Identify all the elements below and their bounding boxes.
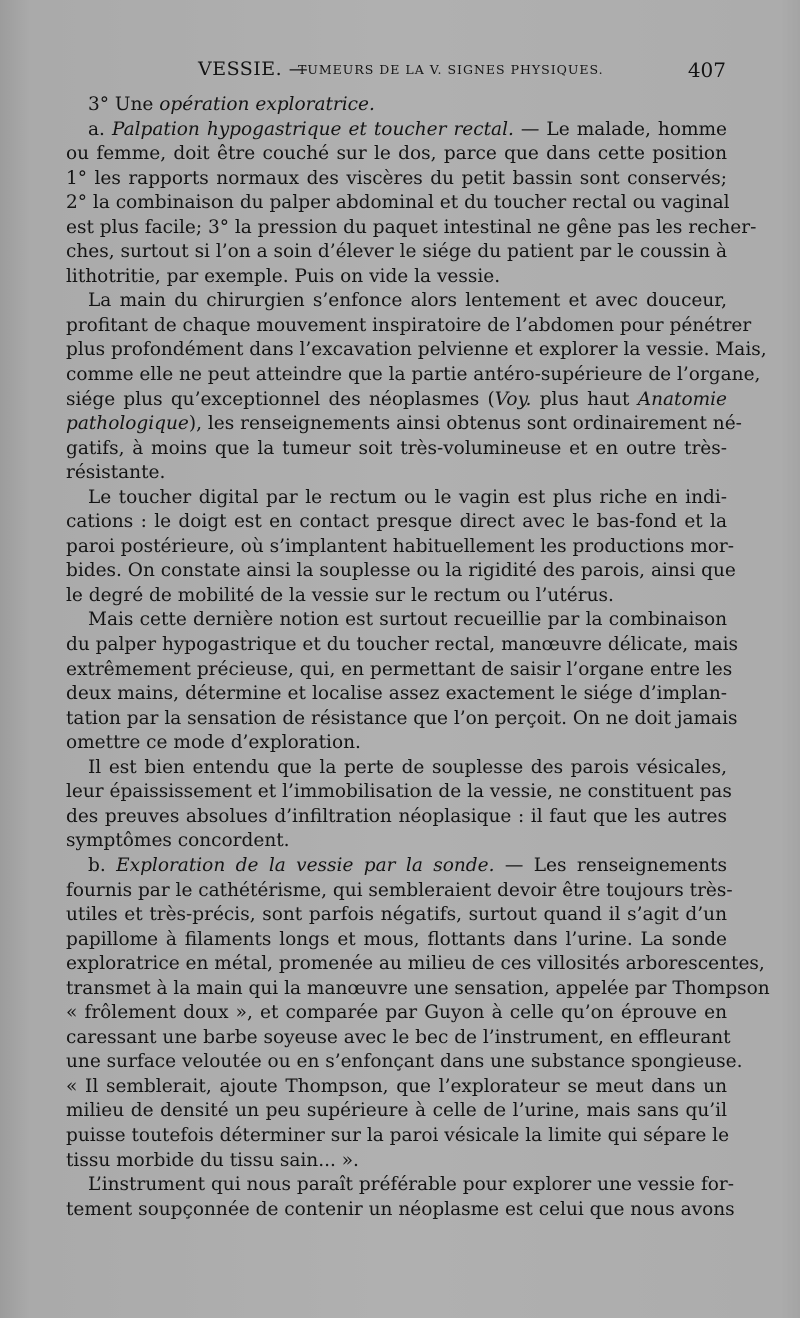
text-line [66, 633, 739, 658]
text-line [66, 240, 727, 265]
text-run: le degré de mobilité de la vessie sur le rectum ou l’utérus. [66, 584, 614, 606]
text-line [66, 1001, 727, 1026]
text-run: leur épaississement et l’immobilisation de la vessie, ne constituent pas [66, 781, 732, 803]
text-line [66, 879, 733, 904]
text-run: profitant de chaque mouvement inspiratoire de l’abdomen pour pénétrer [66, 314, 752, 336]
text-run: siége plus qu’exceptionnel des néoplasmes ( [66, 388, 495, 410]
text-run: — Les renseignements [494, 854, 728, 876]
text-run: fournis par le cathétérisme, qui sembleraient devoir être toujours très- [66, 879, 733, 901]
text-run: 2° la combinaison du palper abdominal et du toucher rectal ou vaginal [66, 192, 730, 214]
text-line [66, 928, 727, 953]
text-run: tation par la sensation de résistance que l’on perçoit. On ne doit jamais [66, 707, 738, 729]
text-line [66, 805, 727, 830]
text-line [66, 118, 727, 143]
text-line [66, 191, 730, 216]
text-run: exploratrice en métal, promenée au milieu de ces villosités arborescentes, [66, 953, 765, 975]
text-run: Le toucher digital par le rectum ou le vagin est plus riche en indi- [88, 486, 727, 508]
text-line [66, 682, 727, 707]
running-header [86, 58, 726, 90]
text-line [66, 829, 727, 854]
text-line [66, 1075, 727, 1100]
text-run: Mais cette dernière notion est surtout recueillie par la combinaison [88, 609, 727, 631]
text-run: 1° les rapports normaux des viscères du petit bassin sont conservés; [66, 167, 727, 189]
text-line [66, 412, 742, 437]
text-run: du palper hypogastrique et du toucher rectal, manœuvre délicate, mais [66, 634, 739, 656]
text-line [66, 1173, 735, 1198]
text-run: tissu morbide du tissu sain... ». [66, 1149, 359, 1171]
text-run: puisse toutefois déterminer sur la paroi vésicale la limite qui sépare le [66, 1124, 730, 1146]
header-subtitle: TUMEURS DE LA V. SIGNES PHYSIQUES. [298, 62, 604, 77]
text-line [66, 1124, 730, 1149]
page-number: 407 [687, 58, 726, 82]
italic-text: opération exploratrice. [159, 94, 375, 115]
text-run: caressant une barbe soyeuse avec le bec de l’instrument, en effleurant [66, 1026, 731, 1048]
text-run: Il est bien entendu que la perte de souplesse des parois vésicales, [88, 756, 727, 778]
text-line [66, 1099, 727, 1124]
text-line [66, 461, 727, 486]
text-run: cations : le doigt est en contact presque direct avec le bas-fond et la [66, 511, 727, 533]
text-line [66, 707, 738, 732]
text-line [66, 142, 727, 167]
text-run: utiles et très-précis, sont parfois négatifs, surtout quand il s’agit d’un [66, 904, 727, 926]
text-run: milieu de densité un peu supérieure à celle de l’urine, mais sans qu’il [66, 1100, 727, 1122]
text-line [66, 731, 727, 756]
text-run: résistante. [66, 462, 166, 484]
text-run: lithotritie, par exemple. Puis on vide la vessie. [66, 265, 501, 287]
text-run: comme elle ne peut atteindre que la partie antéro-supérieure de l’organe, [66, 364, 761, 386]
text-line [66, 658, 733, 683]
text-run: L’instrument qui nous paraît préférable pour explorer une vessie for- [88, 1174, 735, 1196]
italic-text: Palpation hypogastrique et toucher rectal. [111, 118, 514, 140]
text-run: plus haut [531, 388, 638, 410]
text-run: extrêmement précieuse, qui, en permettant de saisir l’organe entre les [66, 658, 733, 680]
text-line [66, 854, 727, 879]
text-line [66, 338, 767, 363]
text-run: papillome à filaments longs et mous, flottants dans l’urine. La sonde [66, 928, 727, 950]
text-line [66, 314, 752, 339]
text-line [66, 1050, 743, 1075]
text-line [66, 93, 727, 118]
text-run: gatifs, à moins que la tumeur soit très-volumineuse et en outre très- [66, 437, 727, 459]
text-line [66, 1149, 727, 1174]
text-line [66, 608, 727, 633]
text-line [66, 903, 727, 928]
text-line [66, 486, 727, 511]
text-line [66, 1198, 735, 1223]
text-run: ches, surtout si l’on a soin d’élever le siége du patient par le coussin à [66, 241, 727, 263]
text-line [66, 1026, 731, 1051]
text-line [66, 780, 732, 805]
text-run: a. [88, 118, 112, 140]
text-run: « frôlement doux », et comparée par Guyon à celle qu’on éprouve en [66, 1002, 727, 1024]
text-run: b. [88, 854, 117, 876]
italic-text: Anatomie [637, 388, 727, 410]
italic-text: Voy. [494, 388, 532, 410]
italic-text: pathologique [66, 413, 189, 435]
text-run: des preuves absolues d’infiltration néoplasique : il faut que les autres [66, 805, 727, 827]
text-line [66, 363, 761, 388]
text-line [66, 216, 757, 241]
text-line [66, 510, 727, 535]
text-run: ou femme, doit être couché sur le dos, parce que dans cette position [66, 143, 727, 165]
text-line [66, 559, 736, 584]
text-line [66, 289, 727, 314]
text-run: ), les renseignements ainsi obtenus sont ordinairement né- [188, 413, 742, 435]
text-line [66, 584, 727, 609]
text-line [66, 437, 727, 462]
text-run: — Le malade, homme [513, 118, 727, 140]
text-run: bides. On constate ainsi la souplesse ou la rigidité des parois, ainsi que [66, 560, 736, 582]
text-run: 3° Une [88, 94, 160, 115]
text-run: « Il semblerait, ajoute Thompson, que l’explorateur se meut dans un [66, 1075, 727, 1097]
text-line [66, 167, 727, 192]
text-run: paroi postérieure, où s’implantent habituellement les productions mor- [66, 535, 735, 557]
text-line [66, 535, 735, 560]
text-run: une surface veloutée ou en s’enfonçant dans une substance spongieuse. [66, 1051, 743, 1073]
header-title: VESSIE. — [198, 58, 309, 80]
text-run: omettre ce mode d’exploration. [66, 732, 361, 754]
text-run: plus profondément dans l’excavation pelvienne et explorer la vessie. Mais, [66, 339, 767, 361]
text-line [66, 977, 770, 1002]
text-run: transmet à la main qui la manœuvre une sensation, appelée par Thompson [66, 977, 770, 999]
text-line [66, 756, 727, 781]
text-run: deux mains, détermine et localise assez exactement le siége d’implan- [66, 683, 727, 705]
body-text [66, 93, 770, 1222]
text-run: symptômes concordent. [66, 830, 290, 852]
italic-text: Exploration de la vessie par la sonde. [116, 854, 495, 876]
text-line [66, 265, 727, 290]
text-line [66, 388, 727, 413]
text-run: est plus facile; 3° la pression du paquet intestinal ne gêne pas les recher- [66, 216, 757, 238]
text-run: tement soupçonnée de contenir un néoplasme est celui que nous avons [66, 1198, 735, 1220]
text-run: La main du chirurgien s’enfonce alors lentement et avec douceur, [88, 290, 727, 312]
text-line [66, 952, 765, 977]
